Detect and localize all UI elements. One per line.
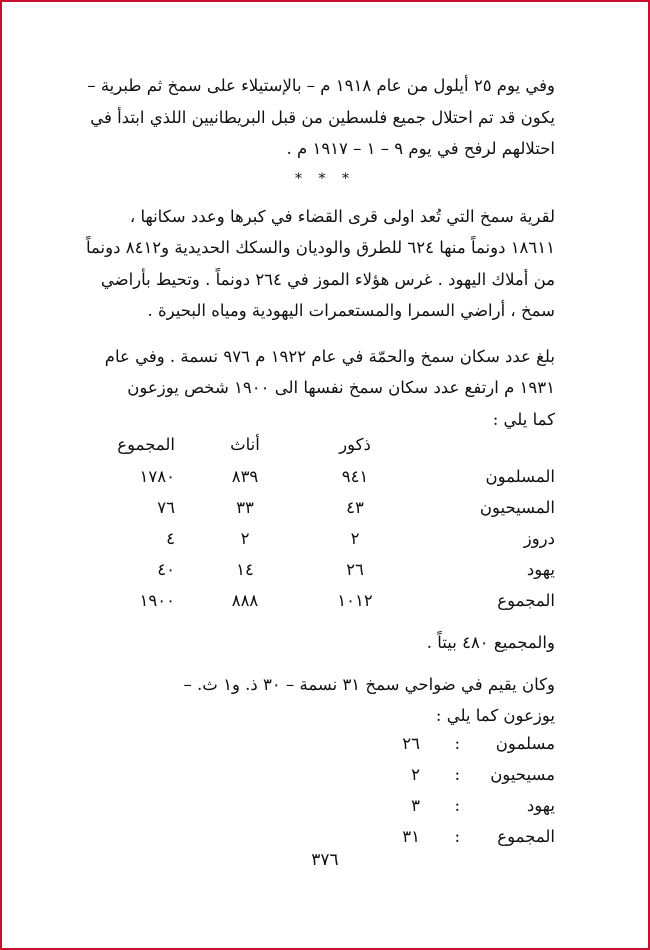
paragraph-3-line: كما يلي : [492,409,555,429]
list-item [325,796,555,826]
row-total: ٤ [166,529,175,548]
row-males: ٢٦ [346,560,364,579]
paragraph-5-line: وكان يقيم في ضواحي سمخ ٣١ نسمة – ٣٠ ذ. و١ ث. – [183,674,555,694]
table-row [95,498,555,528]
item-value: ٢٦ [402,733,420,753]
paragraph-3-line: بلغ عدد سكان سمخ والحمّة في عام ١٩٢٢ م ٩٧٦ نسمة . وفي عام [104,346,555,366]
paragraph-3-line: ١٩٣١ م ارتفع عدد سكان سمخ نفسها الى ١٩٠٠ شخص يوزعون [127,378,555,397]
item-colon: : [454,733,460,753]
paragraph-1-line: وفي يوم ٢٥ أيلول من عام ١٩١٨ م – بالإستيلاء على سمخ ثم طبرية – [87,76,555,95]
paragraph-5-line: يوزعون كما يلي : [435,706,555,725]
table-row [95,529,555,559]
document-page [85,70,555,856]
list-item [325,765,555,795]
section-separator: * * * [295,170,355,187]
paragraph-5 [95,669,555,732]
paragraph-2-line: لقرية سمخ التي تُعد اولى قرى القضاء في كبرها وعدد سكانها ، [129,206,555,226]
page-number: ٣٧٦ [311,850,339,870]
table-header-row [95,435,555,465]
row-label: دروز [523,529,555,548]
list-item [325,734,555,764]
row-label: المسلمون [485,467,555,486]
suburbs-table [95,732,555,856]
paragraph-2-line: من أملاك اليهود . غرس هؤلاء الموز في ٢٦٤ دونماً . وتحيط بأراضي [100,269,555,289]
population-table [95,435,555,645]
header-males: ذكور [339,435,371,454]
paragraph-2-line: ١٨٦١١ دونماً منها ٦٢٤ للطرق والوديان والسكك الحديدية و٨٤١٢ دونماً [85,238,555,257]
item-value: ٢ [411,764,420,784]
row-label: المسيحيون [479,498,555,517]
table-row [95,467,555,497]
item-value: ٣ [411,795,420,815]
item-label: مسيحيون [490,764,555,784]
item-label: يهود [526,795,555,815]
row-males: ٩٤١ [341,467,369,486]
row-total: ١٩٠٠ [139,591,175,610]
item-colon: : [454,826,460,846]
row-males: ١٠١٢ [337,591,373,610]
row-females: ٢ [240,529,250,548]
paragraph-2-line: سمخ ، أراضي السمرا والمستعمرات اليهودية ومياه البحيرة . [147,301,555,320]
row-females: ٣٣ [236,498,254,517]
header-total: المجموع [117,435,175,454]
table-row-total [95,591,555,621]
row-total: ٤٠ [157,560,175,579]
row-total: ٧٦ [157,498,175,517]
paragraph-1 [87,70,555,165]
item-colon: : [454,795,460,815]
row-males: ٤٣ [346,498,364,517]
paragraph-1-line: يكون قد تم احتلال جميع فلسطين من قبل البريطانيين اللذي ابتدأ في [90,107,555,127]
item-value: ٣١ [402,826,420,846]
row-females: ٨٣٩ [231,467,259,486]
row-total: ١٧٨٠ [139,467,175,486]
paragraph-4-line: والمجميع ٤٨٠ بيتاً . [426,633,555,652]
item-label: المجموع [497,826,555,846]
paragraph-3 [95,341,555,436]
row-label: المجموع [497,591,555,610]
row-females: ٨٨٨ [231,591,259,610]
paragraph-2 [85,201,555,327]
row-males: ٢ [350,529,360,548]
paragraph-1-line: احتلالهم لرفح في يوم ٩ – ١ – ١٩١٧ م . [286,139,555,158]
item-label: مسلمون [495,733,555,753]
item-colon: : [454,764,460,784]
row-label: يهود [526,560,555,579]
header-females: أناث [230,435,260,454]
table-row [95,560,555,590]
row-females: ١٤ [236,560,254,579]
